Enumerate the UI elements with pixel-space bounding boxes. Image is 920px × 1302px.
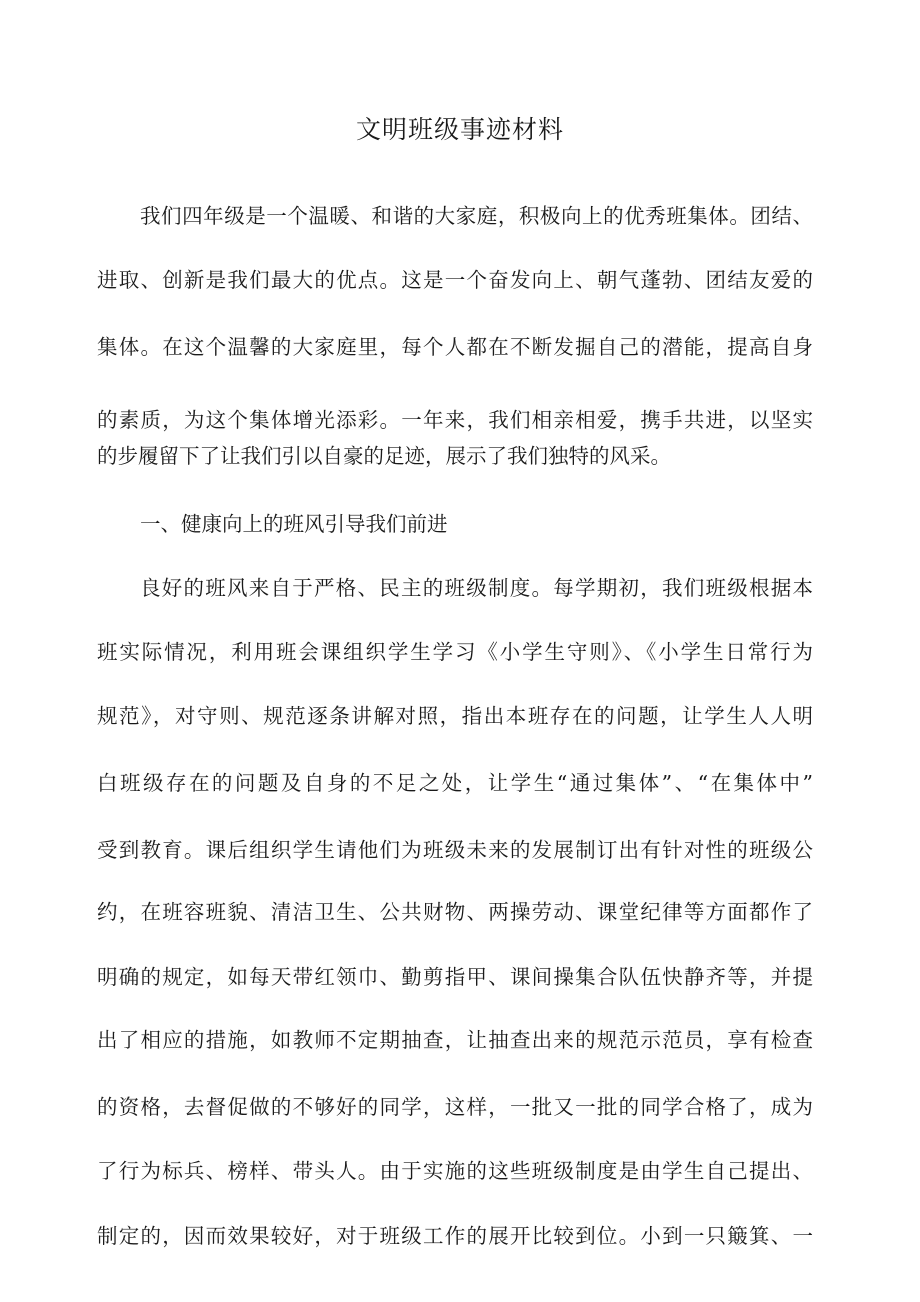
paragraph-line: 良好的班风来自于严格、民主的班级制度。每学期初，我们班级根据本 bbox=[140, 576, 813, 600]
paragraph-line: 了行为标兵、榜样、带头人。由于实施的这些班级制度是由学生自己提出、 bbox=[97, 1159, 813, 1183]
paragraph-line: 出了相应的措施，如教师不定期抽查，让抽查出来的规范示范员，享有检查 bbox=[97, 1028, 813, 1052]
paragraph-line: 我们四年级是一个温暖、和谐的大家庭，积极向上的优秀班集体。团结、 bbox=[140, 204, 813, 228]
paragraph-line: 约，在班容班貌、清洁卫生、公共财物、两操劳动、课堂纪律等方面都作了 bbox=[97, 900, 813, 924]
paragraph-line: 的资格，去督促做的不够好的同学，这样，一批又一批的同学合格了，成为 bbox=[97, 1095, 813, 1119]
paragraph-line: 集体。在这个温馨的大家庭里，每个人都在不断发掘自己的潜能，提高自身 bbox=[97, 335, 813, 359]
paragraph-line: 受到教育。课后组织学生请他们为班级未来的发展制订出有针对性的班级公 bbox=[97, 838, 813, 862]
paragraph-line: 进取、创新是我们最大的优点。这是一个奋发向上、朝气蓬勃、团结友爱的 bbox=[97, 268, 813, 292]
paragraph-line: 的步履留下了让我们引以自豪的足迹，展示了我们独特的风采。 bbox=[97, 444, 671, 468]
paragraph-line: 白班级存在的问题及自身的不足之处，让学生“通过集体”、“在集体中” bbox=[97, 771, 813, 795]
document-title: 文明班级事迹材料 bbox=[355, 115, 564, 144]
paragraph-line: 的素质，为这个集体增光添彩。一年来，我们相亲相爱，携手共进，以坚实 bbox=[97, 408, 813, 432]
section-heading: 一、健康向上的班风引导我们前进 bbox=[140, 512, 448, 536]
paragraph-line: 制定的，因而效果较好，对于班级工作的展开比较到位。小到一只簸箕、一 bbox=[97, 1224, 813, 1248]
paragraph-line: 班实际情况，利用班会课组织学生学习《小学生守则》、《小学生日常行为 bbox=[97, 640, 813, 664]
paragraph-line: 明确的规定，如每天带红领巾、勤剪指甲、课间操集合队伍快静齐等，并提 bbox=[97, 965, 813, 989]
paragraph-line: 规范》，对守则、规范逐条讲解对照，指出本班存在的问题，让学生人人明 bbox=[97, 704, 813, 728]
